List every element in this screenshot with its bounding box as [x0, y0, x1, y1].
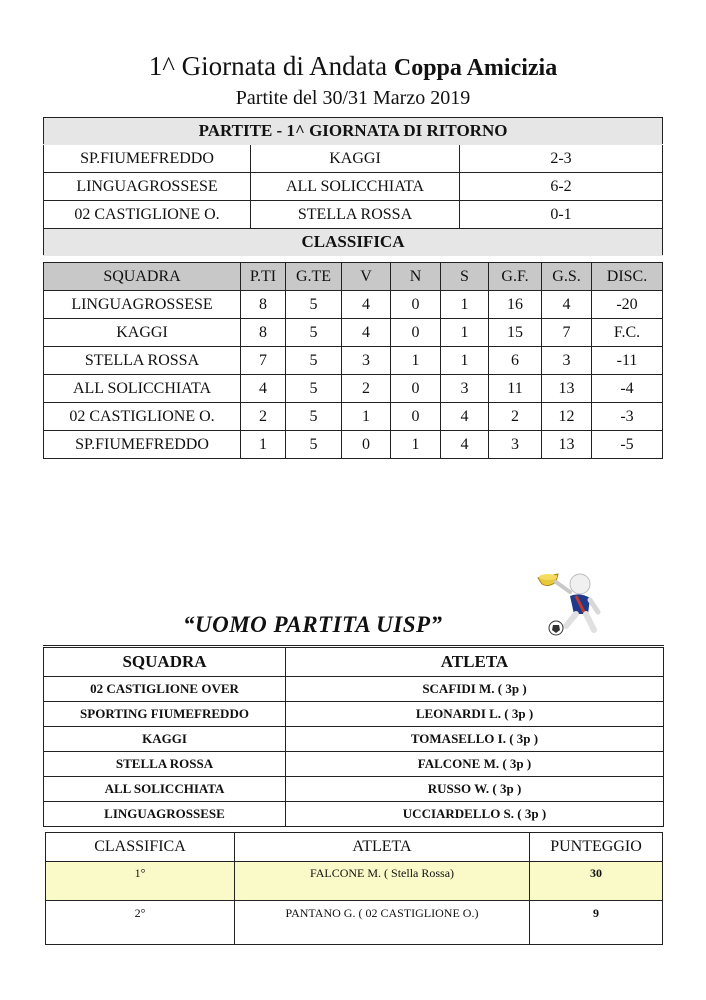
ranking-player: PANTANO G. ( 02 CASTIGLIONE O.) — [235, 901, 530, 945]
cell: 7 — [542, 319, 592, 347]
col-squadra: SQUADRA — [44, 263, 241, 291]
col-nulle: N — [391, 263, 441, 291]
uomo-partita-row — [44, 777, 664, 802]
ranking-points: 9 — [530, 901, 663, 945]
cell: 2 — [241, 403, 286, 431]
cell: 1 — [441, 347, 489, 375]
col-gol-subiti: G.S. — [542, 263, 592, 291]
cell: 3 — [342, 347, 391, 375]
cell: 0 — [391, 291, 441, 319]
cell: 1 — [391, 431, 441, 459]
cell: 8 — [241, 319, 286, 347]
col-punteggio: PUNTEGGIO — [530, 833, 663, 862]
player-name: UCCIARDELLO S. ( 3p ) — [286, 802, 664, 827]
uomo-partita-row — [44, 727, 664, 752]
team-name: 02 CASTIGLIONE OVER — [44, 677, 286, 702]
col-sconfitte: S — [441, 263, 489, 291]
ranking-row-first — [46, 862, 663, 901]
col-atleta: ATLETA — [235, 833, 530, 862]
match-away-team: KAGGI — [251, 145, 460, 173]
cell: ALL SOLICCHIATA — [44, 375, 241, 403]
col-classifica: CLASSIFICA — [46, 833, 235, 862]
cell: 15 — [489, 319, 542, 347]
uomo-partita-row — [44, 677, 664, 702]
cell: -5 — [592, 431, 663, 459]
team-name: SPORTING FIUMEFREDDO — [44, 702, 286, 727]
ranking-player: FALCONE M. ( Stella Rossa) — [235, 862, 530, 901]
cell: 3 — [489, 431, 542, 459]
cell: -20 — [592, 291, 663, 319]
team-name: STELLA ROSSA — [44, 752, 286, 777]
cell: 4 — [241, 375, 286, 403]
col-vinte: V — [342, 263, 391, 291]
col-squadra: SQUADRA — [44, 647, 286, 677]
cell: 3 — [441, 375, 489, 403]
match-home-team: LINGUAGROSSESE — [44, 173, 251, 201]
cell: 0 — [391, 403, 441, 431]
team-name: KAGGI — [44, 727, 286, 752]
cell: -4 — [592, 375, 663, 403]
cell: 4 — [342, 291, 391, 319]
cell: 7 — [241, 347, 286, 375]
cell: 1 — [441, 319, 489, 347]
standings-row — [44, 319, 663, 347]
cell: 5 — [286, 403, 342, 431]
match-home-team: 02 CASTIGLIONE O. — [44, 201, 251, 229]
player-name: SCAFIDI M. ( 3p ) — [286, 677, 664, 702]
col-gol-fatti: G.F. — [489, 263, 542, 291]
match-away-team: STELLA ROSSA — [251, 201, 460, 229]
col-atleta: ATLETA — [286, 647, 664, 677]
uomo-partita-header-row — [44, 647, 664, 677]
standings-row — [44, 403, 663, 431]
cell: 13 — [542, 375, 592, 403]
cell: 02 CASTIGLIONE O. — [44, 403, 241, 431]
cell: 1 — [391, 347, 441, 375]
match-row — [44, 145, 663, 173]
uomo-partita-table — [43, 645, 664, 827]
team-name: ALL SOLICCHIATA — [44, 777, 286, 802]
cell: -3 — [592, 403, 663, 431]
cell: 6 — [489, 347, 542, 375]
title-main: 1^ Giornata di Andata — [148, 51, 388, 81]
cell: 12 — [542, 403, 592, 431]
ranking-points: 30 — [530, 862, 663, 901]
standings-row — [44, 347, 663, 375]
match-away-team: ALL SOLICCHIATA — [251, 173, 460, 201]
player-name: LEONARDI L. ( 3p ) — [286, 702, 664, 727]
match-row — [44, 173, 663, 201]
cell: 1 — [241, 431, 286, 459]
player-name: TOMASELLO I. ( 3p ) — [286, 727, 664, 752]
cell: KAGGI — [44, 319, 241, 347]
cell: 2 — [342, 375, 391, 403]
cell: 5 — [286, 375, 342, 403]
ranking-header-row — [46, 833, 663, 862]
uomo-partita-title: “UOMO PARTITA UISP” — [183, 612, 443, 637]
player-name: FALCONE M. ( 3p ) — [286, 752, 664, 777]
ranking-row-second — [46, 901, 663, 945]
cell: LINGUAGROSSESE — [44, 291, 241, 319]
cell: SP.FIUMEFREDDO — [44, 431, 241, 459]
col-disciplina: DISC. — [592, 263, 663, 291]
cell: 2 — [489, 403, 542, 431]
player-name: RUSSO W. ( 3p ) — [286, 777, 664, 802]
player-ranking-table — [45, 832, 663, 945]
match-row — [44, 201, 663, 229]
match-home-team: SP.FIUMEFREDDO — [44, 145, 251, 173]
ranking-position: 2° — [46, 901, 235, 945]
cell: -11 — [592, 347, 663, 375]
matches-heading: PARTITE - 1^ GIORNATA DI RITORNO — [44, 118, 663, 145]
cell: 1 — [342, 403, 391, 431]
page-title — [0, 50, 706, 84]
cell: 5 — [286, 291, 342, 319]
standings-header-row — [44, 263, 663, 291]
standings-row — [44, 431, 663, 459]
col-giocate: G.TE — [286, 263, 342, 291]
uomo-partita-row — [44, 752, 664, 777]
cell: 0 — [391, 319, 441, 347]
match-score: 0-1 — [460, 201, 663, 229]
match-score: 2-3 — [460, 145, 663, 173]
cell: 5 — [286, 319, 342, 347]
match-score: 6-2 — [460, 173, 663, 201]
standings-row — [44, 291, 663, 319]
standings-row — [44, 375, 663, 403]
matches-table — [43, 117, 663, 256]
cell: STELLA ROSSA — [44, 347, 241, 375]
cell: 13 — [542, 431, 592, 459]
cell: 0 — [342, 431, 391, 459]
cell: 1 — [441, 291, 489, 319]
cell: 0 — [391, 375, 441, 403]
cell: 4 — [342, 319, 391, 347]
col-punti: P.TI — [241, 263, 286, 291]
cell: 4 — [542, 291, 592, 319]
cell: 5 — [286, 347, 342, 375]
cell: 16 — [489, 291, 542, 319]
standings-table — [43, 262, 663, 459]
cell: 11 — [489, 375, 542, 403]
uomo-partita-row — [44, 702, 664, 727]
title-competition: Coppa Amicizia — [393, 55, 558, 81]
cell: 4 — [441, 403, 489, 431]
trophy-soccer-figure-icon — [532, 566, 612, 638]
team-name: LINGUAGROSSESE — [44, 802, 286, 827]
ranking-position: 1° — [46, 862, 235, 901]
standings-heading: CLASSIFICA — [44, 229, 663, 256]
cell: 8 — [241, 291, 286, 319]
uomo-partita-row — [44, 802, 664, 827]
cell: 3 — [542, 347, 592, 375]
cell: 5 — [286, 431, 342, 459]
page-subtitle: Partite del 30/31 Marzo 2019 — [235, 87, 471, 109]
cell: 4 — [441, 431, 489, 459]
cell: F.C. — [592, 319, 663, 347]
